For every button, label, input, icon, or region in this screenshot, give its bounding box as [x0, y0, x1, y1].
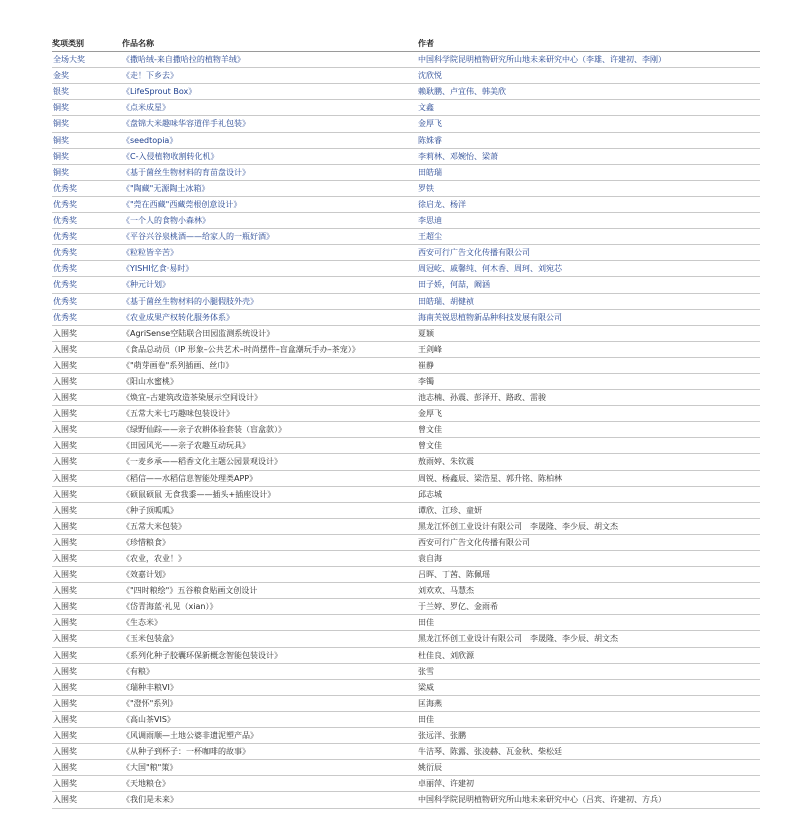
- author-cell: 曾文佳: [418, 438, 760, 454]
- award-category-cell: 入围奖: [52, 776, 122, 792]
- table-row: [52, 695, 760, 711]
- table-row: [52, 390, 760, 406]
- award-category-cell: 铜奖: [52, 132, 122, 148]
- award-category-cell: 入围奖: [52, 711, 122, 727]
- table-row: [52, 518, 760, 534]
- table-row: [52, 615, 760, 631]
- table-row: [52, 486, 760, 502]
- award-category-cell: 优秀奖: [52, 180, 122, 196]
- table-row: [52, 583, 760, 599]
- table-row: [52, 422, 760, 438]
- work-name-cell: 《田园风光——亲子农趣互动玩具》: [122, 438, 418, 454]
- table-row: [52, 647, 760, 663]
- award-category-cell: 入围奖: [52, 615, 122, 631]
- awards-table-container: [52, 36, 760, 809]
- table-row: [52, 213, 760, 229]
- author-cell: 夏颖: [418, 325, 760, 341]
- table-row: [52, 132, 760, 148]
- header-name: 作品名称: [122, 36, 418, 52]
- award-category-cell: 优秀奖: [52, 245, 122, 261]
- author-cell: 张雪: [418, 663, 760, 679]
- table-row: [52, 760, 760, 776]
- award-category-cell: 铜奖: [52, 148, 122, 164]
- author-cell: 敖雨婷、朱钦震: [418, 454, 760, 470]
- author-cell: 周冠屹、戚馨纯、何木香、周珂、刘宛芯: [418, 261, 760, 277]
- author-cell: 邱志城: [418, 486, 760, 502]
- author-cell: 李莉林、邓婉怡、梁萧: [418, 148, 760, 164]
- author-cell: 田皓瑞: [418, 164, 760, 180]
- table-row: [52, 277, 760, 293]
- award-category-cell: 入围奖: [52, 647, 122, 663]
- work-name-cell: 《一麦乡承——稻香文化主题公园景观设计》: [122, 454, 418, 470]
- award-category-cell: 入围奖: [52, 438, 122, 454]
- table-row: [52, 245, 760, 261]
- author-cell: 杜佳良、刘欣源: [418, 647, 760, 663]
- table-row: [52, 309, 760, 325]
- work-name-cell: 《粒粒皆辛苦》: [122, 245, 418, 261]
- author-cell: 李镯: [418, 373, 760, 389]
- table-row: [52, 728, 760, 744]
- award-category-cell: 入围奖: [52, 470, 122, 486]
- author-cell: 王超尘: [418, 229, 760, 245]
- author-cell: 黑龙江怀创工业设计有限公司 李晟隆、李少辰、胡文杰: [418, 631, 760, 647]
- author-cell: 姚衍辰: [418, 760, 760, 776]
- work-name-cell: 《玉米包装盒》: [122, 631, 418, 647]
- award-category-cell: 金奖: [52, 68, 122, 84]
- work-name-cell: 《焕宜–古建筑改造茶染展示空间设计》: [122, 390, 418, 406]
- author-cell: 中国科学院昆明植物研究所山地未来研究中心（吕宾、许建初、方兵）: [418, 792, 760, 808]
- award-category-cell: 入围奖: [52, 373, 122, 389]
- award-category-cell: 入围奖: [52, 583, 122, 599]
- table-row: [52, 534, 760, 550]
- table-row: [52, 567, 760, 583]
- table-row: [52, 406, 760, 422]
- work-name-cell: 《系列化种子胶囊环保新概念智能包装设计》: [122, 647, 418, 663]
- table-row: [52, 373, 760, 389]
- work-name-cell: 《瑞种丰粮VI》: [122, 679, 418, 695]
- work-name-cell: 《"澄怀"系列》: [122, 695, 418, 711]
- author-cell: 海南芙锐思植物新品种科技发展有限公司: [418, 309, 760, 325]
- author-cell: 文鑫: [418, 100, 760, 116]
- table-header: [52, 36, 760, 52]
- work-name-cell: 《从种子到杯子：一杯咖啡的故事》: [122, 744, 418, 760]
- award-category-cell: 优秀奖: [52, 196, 122, 212]
- work-name-cell: 《基于菌丝生物材料的育苗盘设计》: [122, 164, 418, 180]
- award-category-cell: 铜奖: [52, 116, 122, 132]
- work-name-cell: 《一个人的食物小森林》: [122, 213, 418, 229]
- award-category-cell: 入围奖: [52, 518, 122, 534]
- author-cell: 徐启龙、杨洋: [418, 196, 760, 212]
- table-row: [52, 502, 760, 518]
- author-cell: 罗铁: [418, 180, 760, 196]
- table-row: [52, 631, 760, 647]
- award-category-cell: 入围奖: [52, 551, 122, 567]
- author-cell: 黑龙江怀创工业设计有限公司 李晟隆、李少辰、胡文杰: [418, 518, 760, 534]
- author-cell: 金厚飞: [418, 406, 760, 422]
- table-row: [52, 599, 760, 615]
- work-name-cell: 《农业，农业！》: [122, 551, 418, 567]
- work-name-cell: 《五常大米包装》: [122, 518, 418, 534]
- author-cell: 田佳: [418, 711, 760, 727]
- author-cell: 沈欣悦: [418, 68, 760, 84]
- table-row: [52, 776, 760, 792]
- work-name-cell: 《我们是未来》: [122, 792, 418, 808]
- author-cell: 张远洋、张鹏: [418, 728, 760, 744]
- award-category-cell: 入围奖: [52, 679, 122, 695]
- table-row: [52, 551, 760, 567]
- award-category-cell: 入围奖: [52, 567, 122, 583]
- work-name-cell: 《盘锦大米趣味华容道伴手礼包装》: [122, 116, 418, 132]
- award-category-cell: 入围奖: [52, 534, 122, 550]
- work-name-cell: 《平谷兴谷泉桃酒——给家人的一瓶好酒》: [122, 229, 418, 245]
- work-name-cell: 《效嘉计划》: [122, 567, 418, 583]
- author-cell: 田皓瑞、胡健祯: [418, 293, 760, 309]
- author-cell: 曾文佳: [418, 422, 760, 438]
- work-name-cell: 《稻信——水稻信息智能处理类APP》: [122, 470, 418, 486]
- author-cell: 李思迪: [418, 213, 760, 229]
- table-body: [52, 52, 760, 808]
- header-row: [52, 36, 760, 52]
- table-row: [52, 148, 760, 164]
- author-cell: 西安可行广告文化传播有限公司: [418, 245, 760, 261]
- work-name-cell: 《天地粮仓》: [122, 776, 418, 792]
- award-category-cell: 入围奖: [52, 422, 122, 438]
- header-author: 作者: [418, 36, 760, 52]
- table-row: [52, 711, 760, 727]
- work-name-cell: 《YISHI忆食·易时》: [122, 261, 418, 277]
- award-category-cell: 入围奖: [52, 695, 122, 711]
- work-name-cell: 《风调雨顺—土地公婆非遗泥塑产品》: [122, 728, 418, 744]
- award-category-cell: 银奖: [52, 84, 122, 100]
- table-row: [52, 325, 760, 341]
- award-category-cell: 入围奖: [52, 631, 122, 647]
- table-row: [52, 52, 760, 68]
- table-row: [52, 100, 760, 116]
- work-name-cell: 《五常大米七巧趣味包装设计》: [122, 406, 418, 422]
- author-cell: 卓丽萍、许建初: [418, 776, 760, 792]
- award-category-cell: 铜奖: [52, 164, 122, 180]
- work-name-cell: 《基于菌丝生物材料的小腿假肢外壳》: [122, 293, 418, 309]
- work-name-cell: 《有粮》: [122, 663, 418, 679]
- author-cell: 匡海燕: [418, 695, 760, 711]
- table-row: [52, 792, 760, 808]
- author-cell: 周锐、杨鑫辰、梁浩星、郭升铭、陈柏林: [418, 470, 760, 486]
- author-cell: 中国科学院昆明植物研究所山地未来研究中心（李雄、许建初、李刚）: [418, 52, 760, 68]
- work-name-cell: 《阳山水蜜桃》: [122, 373, 418, 389]
- author-cell: 谭欣、江珍、童妍: [418, 502, 760, 518]
- award-category-cell: 优秀奖: [52, 309, 122, 325]
- author-cell: 于兰婷、罗亿、金雨希: [418, 599, 760, 615]
- work-name-cell: 《AgriSense空陆联合田园监测系统设计》: [122, 325, 418, 341]
- award-category-cell: 入围奖: [52, 325, 122, 341]
- work-name-cell: 《生态米》: [122, 615, 418, 631]
- award-category-cell: 入围奖: [52, 390, 122, 406]
- author-cell: 崔静: [418, 357, 760, 373]
- table-row: [52, 454, 760, 470]
- table-row: [52, 470, 760, 486]
- table-row: [52, 116, 760, 132]
- table-row: [52, 180, 760, 196]
- award-category-cell: 入围奖: [52, 406, 122, 422]
- table-row: [52, 293, 760, 309]
- award-category-cell: 入围奖: [52, 728, 122, 744]
- author-cell: 池志楠、孙震、彭泽开、路政、雷骏: [418, 390, 760, 406]
- author-cell: 刘欢欢、马慧杰: [418, 583, 760, 599]
- table-row: [52, 357, 760, 373]
- work-name-cell: 《硕鼠硕鼠 无食我黍——插头+插座设计》: [122, 486, 418, 502]
- author-cell: 田子娇，何喆，阚涵: [418, 277, 760, 293]
- work-name-cell: 《珍惜粮食》: [122, 534, 418, 550]
- award-category-cell: 入围奖: [52, 341, 122, 357]
- award-category-cell: 入围奖: [52, 599, 122, 615]
- author-cell: 田佳: [418, 615, 760, 631]
- work-name-cell: 《点米成星》: [122, 100, 418, 116]
- work-name-cell: 《高山茶VIS》: [122, 711, 418, 727]
- table-row: [52, 663, 760, 679]
- author-cell: 陈姝睿: [418, 132, 760, 148]
- table-row: [52, 84, 760, 100]
- work-name-cell: 《农业成果产权转化服务体系》: [122, 309, 418, 325]
- author-cell: 吕晖、丁茜、陈佩瑶: [418, 567, 760, 583]
- table-row: [52, 229, 760, 245]
- table-row: [52, 341, 760, 357]
- author-cell: 袁自海: [418, 551, 760, 567]
- table-row: [52, 438, 760, 454]
- award-category-cell: 入围奖: [52, 744, 122, 760]
- table-row: [52, 68, 760, 84]
- award-category-cell: 入围奖: [52, 486, 122, 502]
- work-name-cell: 《"四时粮绘"》五谷粮食贴画文创设计: [122, 583, 418, 599]
- work-name-cell: 《撒哈绒-来自撒哈拉的植物羊绒》: [122, 52, 418, 68]
- award-category-cell: 入围奖: [52, 760, 122, 776]
- table-row: [52, 164, 760, 180]
- author-cell: 梁威: [418, 679, 760, 695]
- author-cell: 西安可行广告文化传播有限公司: [418, 534, 760, 550]
- award-category-cell: 优秀奖: [52, 261, 122, 277]
- award-category-cell: 入围奖: [52, 454, 122, 470]
- work-name-cell: 《"莞在西藏"西藏莞根创意设计》: [122, 196, 418, 212]
- work-name-cell: 《C-入侵植物收割转化机》: [122, 148, 418, 164]
- author-cell: 牛洁琴、陈露、张凌赫、瓦金秋、柴松廷: [418, 744, 760, 760]
- work-name-cell: 《"陶藏"无源陶土冰箱》: [122, 180, 418, 196]
- work-name-cell: 《种元计划》: [122, 277, 418, 293]
- awards-table: [52, 36, 760, 809]
- award-category-cell: 入围奖: [52, 663, 122, 679]
- table-row: [52, 196, 760, 212]
- work-name-cell: 《大国"粮"策》: [122, 760, 418, 776]
- award-category-cell: 全场大奖: [52, 52, 122, 68]
- award-category-cell: 优秀奖: [52, 213, 122, 229]
- work-name-cell: 《绿野仙踪——亲子农耕体验套装（盲盒款）》: [122, 422, 418, 438]
- award-category-cell: 入围奖: [52, 792, 122, 808]
- award-category-cell: 优秀奖: [52, 293, 122, 309]
- award-category-cell: 优秀奖: [52, 277, 122, 293]
- table-row: [52, 679, 760, 695]
- author-cell: 赖耿鹏、卢宜伟、韩美欣: [418, 84, 760, 100]
- award-category-cell: 入围奖: [52, 357, 122, 373]
- award-category-cell: 铜奖: [52, 100, 122, 116]
- work-name-cell: 《岱青海蓝·礼见（xian）》: [122, 599, 418, 615]
- award-category-cell: 优秀奖: [52, 229, 122, 245]
- header-category: 奖项类别: [52, 36, 122, 52]
- work-name-cell: 《种子顶呱呱》: [122, 502, 418, 518]
- author-cell: 金厚飞: [418, 116, 760, 132]
- award-category-cell: 入围奖: [52, 502, 122, 518]
- author-cell: 王剑峰: [418, 341, 760, 357]
- table-row: [52, 744, 760, 760]
- work-name-cell: 《"萌芽画卷"系列插画、丝巾》: [122, 357, 418, 373]
- work-name-cell: 《食品总动员（IP 形象–公共艺术–时尚摆件–盲盒潮玩手办–茶宠）》: [122, 341, 418, 357]
- work-name-cell: 《走！下乡去》: [122, 68, 418, 84]
- work-name-cell: 《seedtopia》: [122, 132, 418, 148]
- work-name-cell: 《LifeSprout Box》: [122, 84, 418, 100]
- table-row: [52, 261, 760, 277]
